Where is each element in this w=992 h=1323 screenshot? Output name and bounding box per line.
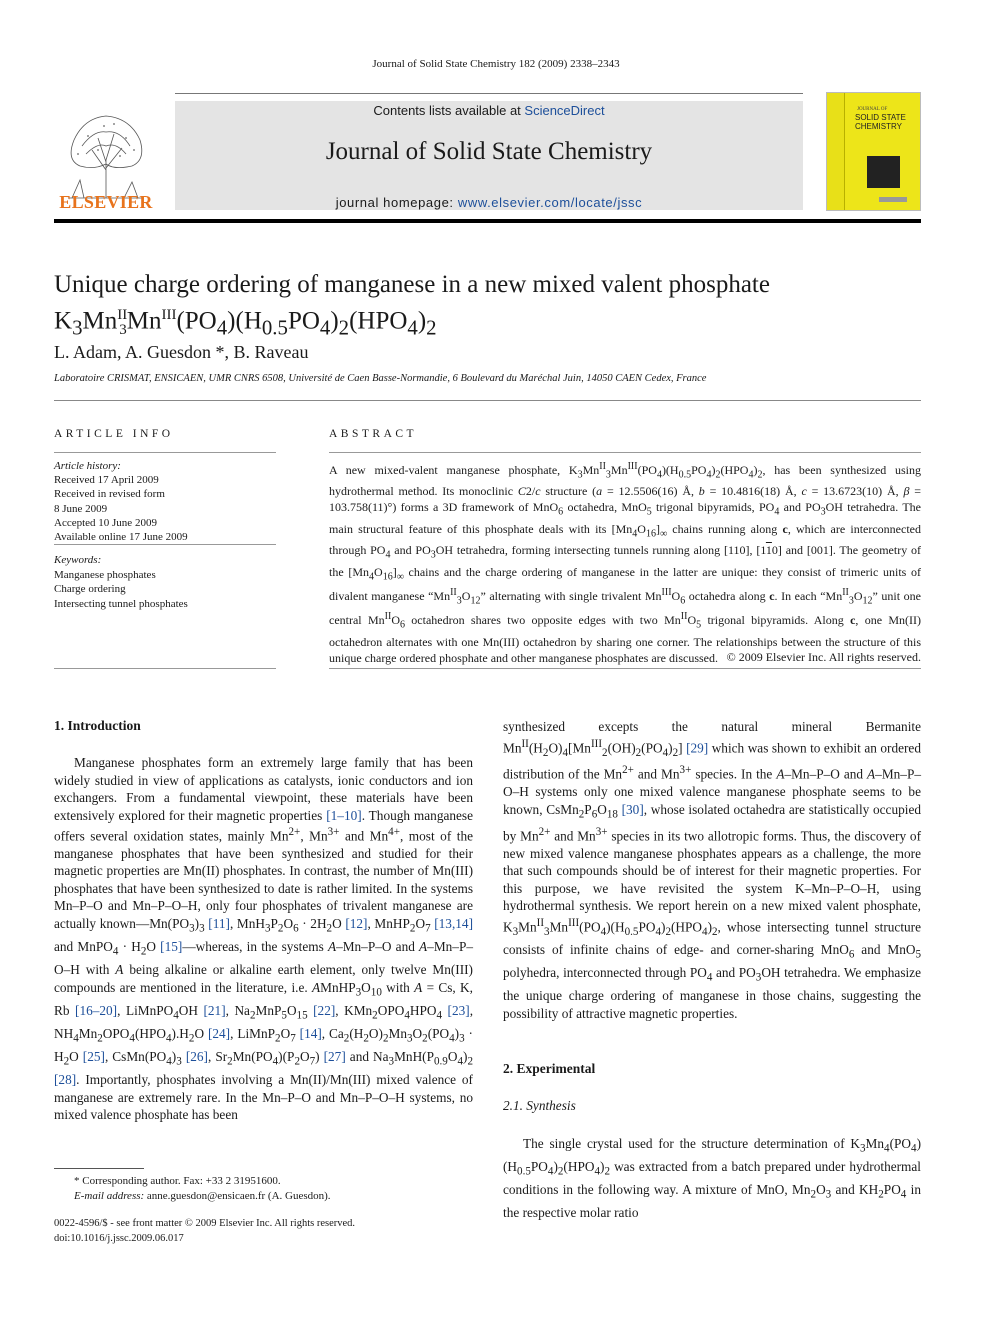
abstract-text: A new mixed-valent manganese phosphate, $K_3Mn^{II}_3Mn^{III}(PO_4)(H_{0.5}PO_4)_2(HPO_4)_2$, has been synthesized using hydrothermal method. Its monoclinic C2/c structure (a = 12.5506(16) Å, b = 10.4816(18) Å, c = 13.6723(10) Å, β = 103.758(11)°) forms a 3D framework of MnO$_6$ octahedra, MnO$_5$ trigonal bipyramids, $PO_4$ and $PO_3OH$ tetrahedra. The main structural feature of this phosphate deals with its $[Mn_4O_{16}]_\infty$ chains running along c, which are interconnected through $PO_4$ and $PO_3OH$ tetrahedra, forming intersecting tunnels running along [110], [110] and [001]. The geometry of the $[Mn_4O_{16}]_\infty$ chains and the charge ordering of manganese in the latter are unique: they consist of trimeric units of divalent manganese “$Mn^{II}_3O_{12}$” alternating with single trivalent $Mn^{III}O_6$ octahedra along c. In each “$Mn^{II}_3O_{12}$” unit one central $Mn^{II}O_6$ octahedron shares two opposite edges with two $Mn^{II}O_5$ trigonal bipyramids. Along c, one Mn(II) octahedron alternates with one Mn(III) octahedron by sharing one corner. The relationships between the structure of this unique charge ordered phosphate and other manganese phosphates are discussed.	[329, 461, 922, 665]
cover-image	[867, 156, 900, 188]
affiliation: Laboratoire CRISMAT, ENSICAEN, UMR CNRS 6508, Université de Caen Basse-Normandie, 6 Boulevard du Maréchal Juin, 14050 CAEN Cedex, France	[54, 373, 707, 384]
history-label: Article history:	[54, 460, 121, 472]
article-info-end-rule	[54, 668, 276, 669]
abstract-end-rule	[329, 668, 921, 669]
contents-line	[175, 103, 803, 118]
keyword-item: Charge ordering	[54, 583, 126, 595]
article-history	[54, 459, 276, 544]
keywords-label: Keywords:	[54, 554, 102, 566]
cover-title: SOLID STATE CHEMISTRY	[855, 113, 906, 131]
affiliation-rule	[54, 400, 921, 401]
cover-top-line: JOURNAL OF	[857, 107, 888, 112]
article-identifiers	[54, 1217, 473, 1246]
keyword-item: Manganese phosphates	[54, 568, 156, 581]
article-title	[54, 270, 921, 345]
history-item: Received 17 April 2009	[54, 474, 159, 487]
email-address[interactable]: anne.guesdon@ensicaen.fr (A. Guesdon).	[146, 1190, 331, 1202]
cover-spine	[827, 93, 845, 211]
authors: L. Adam, A. Guesdon *, B. Raveau	[54, 342, 309, 362]
article-title-formula: $K_3Mn^{II}_3Mn^{III}(PO_4)(H_{0.5}PO_4)_2(HPO_4)_2$	[54, 307, 437, 340]
history-item: Accepted 10 June 2009	[54, 516, 157, 529]
masthead-bottom-rule	[54, 219, 921, 223]
subsection-heading-synthesis: 2.1. Synthesis	[503, 1098, 576, 1113]
article-info-heading: ARTICLE INFO	[54, 428, 174, 440]
introduction-text-continued: synthesized excepts the natural mineral Bermanite $Mn^{II}(H_2O)_4[Mn^{III}_2(OH)_2(PO_4)_2]$ [29] which was shown to exhibit an ordered distribution of the $Mn^{2+}$ and $Mn^{3+}$ species. In the A–Mn–P–O and A–Mn–P–O–H systems only one mixed valence manganese phosphate seems to be known, $CsMn_2P_6O_{18}$ [30], whose isolated octahedra are statistically occupied by $Mn^{2+}$ and $Mn^{3+}$ species in its two allotropic forms. Thus, the discovery of new mixed valence manganese phosphates appears as a challenge, the more that such compounds should be of interest for their magnetic properties. For this purpose, we have revisited the system K–Mn–P–O–H, using hydrothermal synthesis. We report herein on a new mixed valent phosphate, $K_3Mn^{II}_3Mn^{III}(PO_4)(H_{0.5}PO_4)_2(HPO_4)_2$, whose intersecting tunnel structure consists of infinite chains of edge- and corner-sharing MnO$_6$ and MnO$_5$ polyhedra, interconnected through $PO_4$ and $PO_3OH$ tetrahedra. We emphasize the unique charge ordering of manganese in those chains, suggesting the possibility of attractive magnetic properties.	[503, 719, 922, 1021]
history-item: 8 June 2009	[54, 502, 108, 515]
contents-prefix: Contents lists available at	[373, 103, 525, 118]
article-info-rule	[54, 452, 276, 453]
cover-footer-mark	[879, 197, 907, 202]
footnotes	[54, 1174, 473, 1204]
sciencedirect-link[interactable]: ScienceDirect	[524, 103, 605, 118]
doi[interactable]: doi:10.1016/j.jssc.2009.06.017	[54, 1232, 184, 1244]
journal-cover	[826, 92, 921, 211]
footnote-rule	[54, 1168, 144, 1169]
history-item: Received in revised form	[54, 488, 165, 501]
homepage-link[interactable]: www.elsevier.com/locate/jssc	[457, 195, 643, 210]
introduction-text: Manganese phosphates form an extremely large family that has been widely studied in view of applications as catalysts, ionic conductors and ion exchangers. From a fundamental viewpoint, these materials have been extensively explored for their magnetic properties [1–10]. Though manganese offers several oxidation states, mainly $Mn^{2+}$, $Mn^{3+}$ and $Mn^{4+}$, most of the manganese phosphates that have been synthesized and studied for their magnetic properties are Mn(II) phosphates. In contrast, the number of Mn(III) phosphates that have been synthesized to date is rather limited. In the systems Mn–P–O and Mn–P–O–H, only four phosphates of trivalent manganese are actually $known—Mn(PO_3)_3$ [11], $MnH_3P_2O_6 \cdot 2H_2O$ [12], $MnHP_2O_7$ [13,14] and MnPO$_4$ · $H_2O$ [15]—whereas, in the systems A–Mn–P–O and A–Mn–P–O–H with A being alkaline or alkaline earth element, only twelve Mn(III) compounds are mentioned in the literature, i.e. $AMnHP_3O_{10}$ with A = Cs, K, Rb [16–20], LiMnPO$_4$OH [21], $Na_2MnP_5O_{15}$ [22], $KMn_2OPO_4HPO_4$ [23], $NH_4Mn_2OPO_4(HPO_4).H_2O$ [24], $LiMnP_2O_7$ [14], $Ca_2(H_2O)_2Mn_3O_2(PO_4)_3 \cdot H_2O$ [25], $CsMn(PO_4)_3$ [26], $Sr_2Mn(PO_4)(P_2O_7)$ [27] and $Na_3MnH(P_{0.9}O_4)_2$ [28]. Importantly, phosphates involving a Mn(II)/Mn(III) mixed valence of manganese are extremely rare. In the Mn–P–O and Mn–P–O–H systems, no mixed valence phosphate has been	[54, 755, 474, 1123]
masthead-top-rule	[175, 93, 803, 94]
running-head: Journal of Solid State Chemistry 182 (2009) 2338–2343	[372, 58, 620, 70]
journal-title: Journal of Solid State Chemistry	[325, 138, 653, 165]
abstract-rule	[329, 452, 921, 453]
section-heading-introduction: 1. Introduction	[54, 718, 141, 733]
corresponding-author-note: * Corresponding author. Fax: +33 2 31951600.	[74, 1175, 281, 1187]
synthesis-text: The single crystal used for the structure determination of $K_3Mn_4(PO_4)(H_{0.5}PO_4)_2(HPO_4)_2$ was extracted from a batch prepared under hydrothermal conditions in the following way. A mixture of MnO, $Mn_2O_3$ and $KH_2PO_4$ in the respective molar ratio	[503, 1136, 921, 1221]
abstract-heading: ABSTRACT	[329, 428, 418, 440]
history-item: Available online 17 June 2009	[54, 531, 188, 544]
homepage-prefix: journal homepage:	[335, 195, 458, 210]
article-title-line1: Unique charge ordering of manganese in a new mixed valent phosphate	[54, 271, 770, 298]
homepage-line	[175, 195, 803, 210]
issn-line: 0022-4596/$ - see front matter © 2009 Elsevier Inc. All rights reserved.	[54, 1218, 356, 1229]
email-note	[54, 1189, 473, 1204]
publisher-logo-text: ELSEVIER	[59, 192, 153, 212]
keyword-item: Intersecting tunnel phosphates	[54, 597, 188, 610]
keywords	[54, 553, 276, 611]
abstract-copyright: © 2009 Elsevier Inc. All rights reserved.	[726, 650, 921, 664]
email-label: E-mail address:	[74, 1190, 147, 1202]
section-heading-experimental: 2. Experimental	[503, 1061, 596, 1076]
